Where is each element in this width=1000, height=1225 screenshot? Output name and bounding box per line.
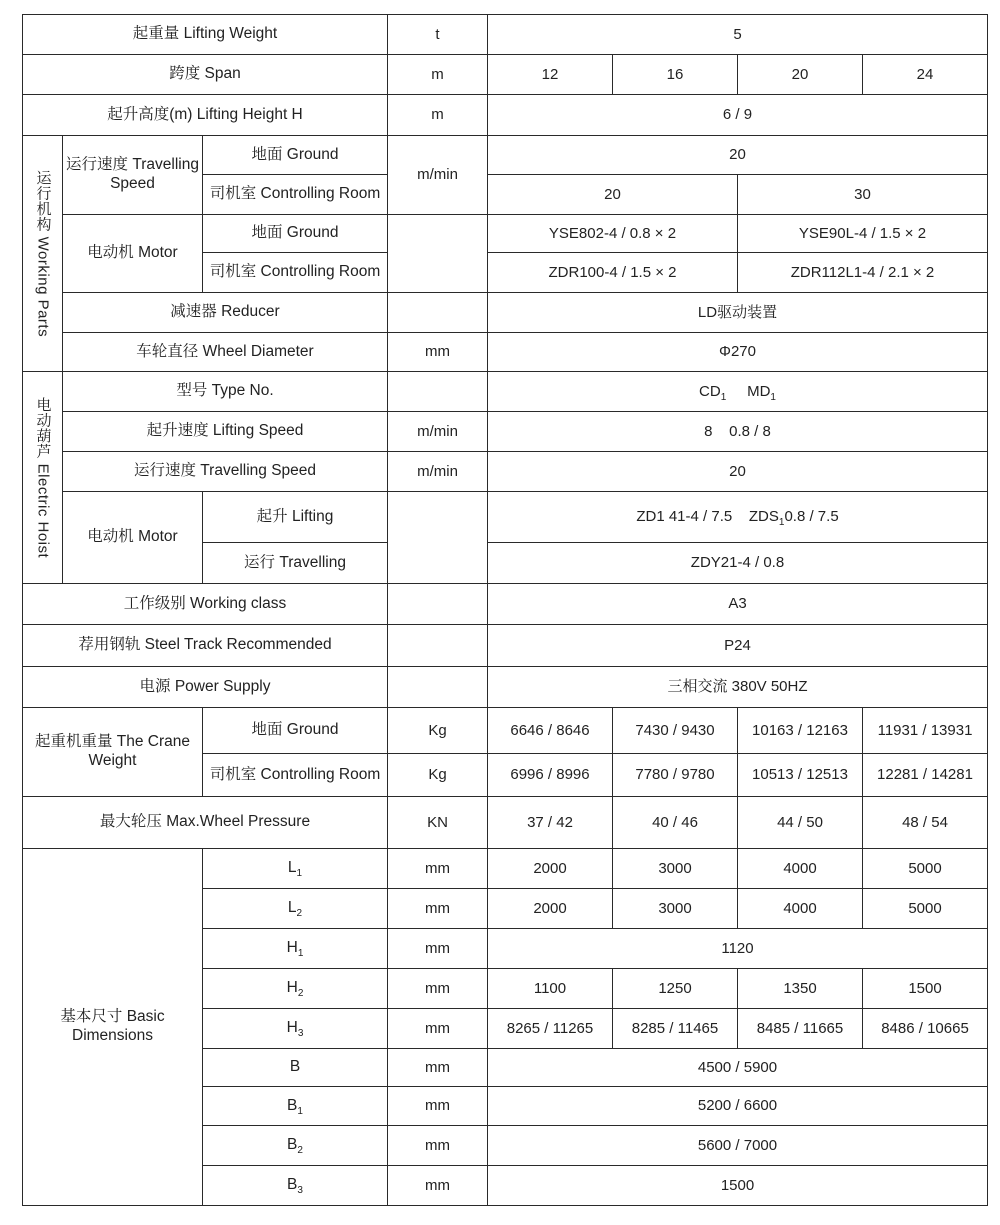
weight-value: 6646 / 8646 <box>488 708 613 754</box>
label-ground: 地面 Ground <box>203 215 388 253</box>
value-cell: 8 0.8 / 8 <box>488 412 988 452</box>
value-cell: 20 <box>488 452 988 492</box>
unit-cell-empty <box>388 293 488 333</box>
value-cell: Φ270 <box>488 333 988 372</box>
label-controlling-room: 司机室 Controlling Room <box>203 175 388 215</box>
unit-cell: Kg <box>388 754 488 797</box>
subscript: 2 <box>297 1145 303 1157</box>
dim-value: 1500 <box>863 969 988 1009</box>
subscript: 1 <box>297 948 304 960</box>
value-cell: ZDR100-4 / 1.5 × 2 <box>488 253 738 293</box>
subscript: 1 <box>297 1105 303 1117</box>
subscript: 3 <box>297 1185 303 1197</box>
dim-value: 1250 <box>613 969 738 1009</box>
dim-symbol <box>203 849 388 889</box>
unit-cell: Kg <box>388 708 488 754</box>
dim-symbol <box>203 889 388 929</box>
value-cell: ZDR112L1-4 / 2.1 × 2 <box>738 253 988 293</box>
weight-value: 10513 / 12513 <box>738 754 863 797</box>
dim-value: 8485 / 11665 <box>738 1009 863 1049</box>
unit-cell: m/min <box>388 412 488 452</box>
dim-letter: B <box>287 1176 298 1194</box>
value-hoist-lifting-motor <box>488 492 988 543</box>
label-crane-weight: 起重机重量 The Crane Weight <box>23 708 203 797</box>
group-electric-hoist: 电动葫芦 Electric Hoist <box>23 372 63 584</box>
unit-cell: m <box>388 55 488 95</box>
dim-letter: L <box>287 859 297 877</box>
dim-symbol <box>203 1166 388 1206</box>
row-dim-l1 <box>23 849 988 889</box>
span-value: 24 <box>863 55 988 95</box>
label-lifting: 起升 Lifting <box>203 492 388 543</box>
value-cell: ZDY21-4 / 0.8 <box>488 543 988 584</box>
dim-symbol <box>203 1009 388 1049</box>
unit-cell: mm <box>388 929 488 969</box>
unit-cell: mm <box>388 969 488 1009</box>
label-ground: 地面 Ground <box>203 708 388 754</box>
dim-symbol <box>203 969 388 1009</box>
dim-symbol <box>203 1126 388 1166</box>
row-wp-travel-ground <box>23 136 988 175</box>
dim-value: 4500 / 5900 <box>488 1049 988 1087</box>
label-hoist-motor: 电动机 Motor <box>63 492 203 584</box>
label-travelling-speed: 运行速度 Travelling Speed <box>63 136 203 215</box>
value-cell: 20 <box>488 136 988 175</box>
dim-value: 1100 <box>488 969 613 1009</box>
label-travelling-speed: 运行速度 Travelling Speed <box>63 452 388 492</box>
pressure-value: 48 / 54 <box>863 797 988 849</box>
type-md: MD <box>747 382 771 400</box>
label-lifting-height: 起升高度(m) Lifting Height H <box>23 95 388 136</box>
dim-value: 1120 <box>488 929 988 969</box>
weight-value: 7780 / 9780 <box>613 754 738 797</box>
dim-symbol <box>203 1087 388 1126</box>
pressure-value: 44 / 50 <box>738 797 863 849</box>
unit-cell: mm <box>388 1049 488 1087</box>
subscript: 1 <box>770 391 776 403</box>
dim-value: 4000 <box>738 889 863 929</box>
weight-value: 6996 / 8996 <box>488 754 613 797</box>
value-cell: LD驱动装置 <box>488 293 988 333</box>
dim-letter: B <box>289 1058 301 1076</box>
value-cell: A3 <box>488 584 988 625</box>
row-span <box>23 55 988 95</box>
unit-cell: mm <box>388 1126 488 1166</box>
pressure-value: 37 / 42 <box>488 797 613 849</box>
row-eh-lifting-speed <box>23 412 988 452</box>
dim-letter: B <box>287 1096 298 1114</box>
value-cell: 三相交流 380V 50HZ <box>488 667 988 708</box>
row-lifting-height <box>23 95 988 136</box>
row-lifting-weight <box>23 15 988 55</box>
dim-letter: L <box>287 899 297 917</box>
row-crane-weight-ground <box>23 708 988 754</box>
label-wheel-pressure: 最大轮压 Max.Wheel Pressure <box>23 797 388 849</box>
label-steel-track: 荐用钢轨 Steel Track Recommended <box>23 625 388 667</box>
value-cell: 30 <box>738 175 988 215</box>
row-wp-reducer <box>23 293 988 333</box>
value-cell: P24 <box>488 625 988 667</box>
dim-value: 5200 / 6600 <box>488 1087 988 1126</box>
motor-zds1: 0.8 / 7.5 <box>784 508 839 525</box>
label-wheel-diameter: 车轮直径 Wheel Diameter <box>63 333 388 372</box>
label-ground: 地面 Ground <box>203 136 388 175</box>
unit-cell: m/min <box>388 136 488 215</box>
span-value: 12 <box>488 55 613 95</box>
value-cell: 6 / 9 <box>488 95 988 136</box>
label-lifting-weight: 起重量 Lifting Weight <box>23 15 388 55</box>
label-power-supply: 电源 Power Supply <box>23 667 388 708</box>
label-motor: 电动机 Motor <box>63 215 203 293</box>
value-cell: 5 <box>488 15 988 55</box>
value-cell: YSE90L-4 / 1.5 × 2 <box>738 215 988 253</box>
label-span: 跨度 Span <box>23 55 388 95</box>
unit-cell: mm <box>388 889 488 929</box>
subscript: 2 <box>296 908 303 920</box>
dim-letter: B <box>287 1136 298 1154</box>
unit-cell: m/min <box>388 452 488 492</box>
unit-cell-empty <box>388 584 488 625</box>
pressure-value: 40 / 46 <box>613 797 738 849</box>
dim-value: 8285 / 11465 <box>613 1009 738 1049</box>
weight-value: 10163 / 12163 <box>738 708 863 754</box>
value-cell: 20 <box>488 175 738 215</box>
row-working-class <box>23 584 988 625</box>
dim-value: 5000 <box>863 849 988 889</box>
row-eh-travelling-speed <box>23 452 988 492</box>
unit-cell: mm <box>388 849 488 889</box>
group-working-parts: 运行机构 Working Parts <box>23 136 63 372</box>
weight-value: 11931 / 13931 <box>863 708 988 754</box>
unit-cell-empty <box>388 215 488 293</box>
dim-value: 1350 <box>738 969 863 1009</box>
weight-value: 7430 / 9430 <box>613 708 738 754</box>
dim-value: 1500 <box>488 1166 988 1206</box>
dim-letter: H <box>286 979 298 997</box>
label-basic-dimensions: 基本尺寸 Basic Dimensions <box>23 849 203 1206</box>
row-power-supply <box>23 667 988 708</box>
value-type-no <box>488 372 988 412</box>
unit-cell-empty <box>388 372 488 412</box>
subscript: 3 <box>297 1028 304 1040</box>
unit-cell: t <box>388 15 488 55</box>
dim-symbol <box>203 929 388 969</box>
label-controlling-room: 司机室 Controlling Room <box>203 754 388 797</box>
row-wp-motor-ground <box>23 215 988 253</box>
unit-cell-empty <box>388 492 488 584</box>
subscript: 1 <box>296 868 303 880</box>
span-value: 16 <box>613 55 738 95</box>
dim-value: 5600 / 7000 <box>488 1126 988 1166</box>
row-wp-wheel <box>23 333 988 372</box>
label-travelling: 运行 Travelling <box>203 543 388 584</box>
unit-cell: m <box>388 95 488 136</box>
label-controlling-room: 司机室 Controlling Room <box>203 253 388 293</box>
unit-cell: mm <box>388 1166 488 1206</box>
spec-table <box>22 14 988 1206</box>
row-eh-type <box>23 372 988 412</box>
unit-cell: KN <box>388 797 488 849</box>
dim-letter: H <box>286 939 298 957</box>
dim-value: 2000 <box>488 849 613 889</box>
unit-cell: mm <box>388 333 488 372</box>
row-wheel-pressure <box>23 797 988 849</box>
dim-symbol <box>203 1049 388 1087</box>
motor-zd1: ZD1 41-4 / 7.5 ZDS <box>636 508 779 525</box>
value-cell: YSE802-4 / 0.8 × 2 <box>488 215 738 253</box>
subscript: 2 <box>297 988 304 1000</box>
label-working-class: 工作级别 Working class <box>23 584 388 625</box>
label-reducer: 减速器 Reducer <box>63 293 388 333</box>
unit-cell-empty <box>388 667 488 708</box>
unit-cell: mm <box>388 1009 488 1049</box>
unit-cell: mm <box>388 1087 488 1126</box>
row-steel-track <box>23 625 988 667</box>
unit-cell-empty <box>388 625 488 667</box>
dim-value: 2000 <box>488 889 613 929</box>
dim-letter: H <box>286 1019 298 1037</box>
label-type-no: 型号 Type No. <box>63 372 388 412</box>
weight-value: 12281 / 14281 <box>863 754 988 797</box>
type-cd: CD <box>699 382 721 400</box>
dim-value: 8486 / 10665 <box>863 1009 988 1049</box>
dim-value: 3000 <box>613 889 738 929</box>
dim-value: 3000 <box>613 849 738 889</box>
dim-value: 8265 / 11265 <box>488 1009 613 1049</box>
label-lifting-speed: 起升速度 Lifting Speed <box>63 412 388 452</box>
subscript: 1 <box>778 517 785 528</box>
span-value: 20 <box>738 55 863 95</box>
subscript: 1 <box>720 391 727 403</box>
dim-value: 5000 <box>863 889 988 929</box>
dim-value: 4000 <box>738 849 863 889</box>
row-eh-motor-lifting <box>23 492 988 543</box>
